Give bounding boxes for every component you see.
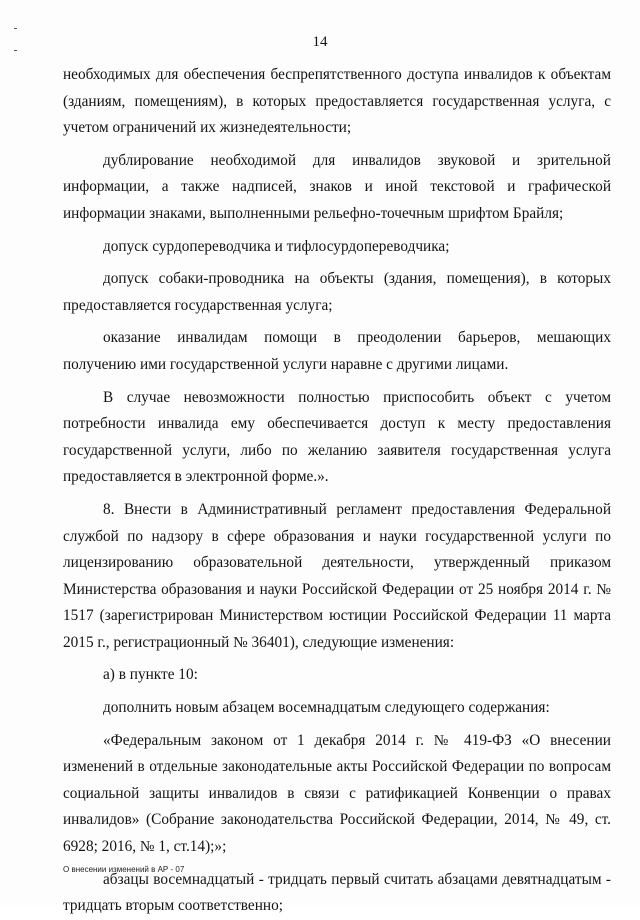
- footer-note: О внесении изменений в АР - 07: [63, 865, 185, 874]
- paragraph: допуск сурдопереводчика и тифлосурдопереводчика;: [103, 237, 450, 255]
- paragraph: а) в пункте 10:: [103, 666, 198, 684]
- page-number: 14: [312, 34, 328, 50]
- paragraph: абзацы восемнадцатый - тридцать первый считать абзацами девятнадцатым - тридцать вторым соответственно;: [63, 870, 611, 915]
- paragraph: дополнить новым абзацем восемнадцатым следующего содержания:: [103, 699, 550, 717]
- paragraph: оказание инвалидам помощи в преодолении барьеров, мешающих получению ими государственной услуги наравне с другими лицами.: [63, 329, 611, 373]
- paragraph: допуск собаки-проводника на объекты (здания, помещения), в которых предоставляется государственная услуга;: [63, 270, 611, 314]
- document-body: [63, 62, 611, 920]
- paragraph: дублирование необходимой для инвалидов звуковой и зрительной информации, а также надписей, знаков и иной текстовой и графической информации знаками, выполненными рельефно-точечным шрифтом Брайля;: [63, 151, 611, 222]
- paragraph: «Федеральным законом от 1 декабря 2014 г. № 419-ФЗ «О внесении изменений в отдельные законодательные акты Российской Федерации по вопросам социальной защиты инвалидов в связи с ратификацией Конвенции о правах инвалидов» (Собрание законодательства Российской Федерации, 2014, № 49, ст. 6928; 2016, № 1, ст.14);»;: [63, 731, 611, 856]
- paragraph: В случае невозможности полностью приспособить объект с учетом потребности инвалида ему обеспечивается доступ к месту предоставления государственной услуги, либо по желанию заявителя государственная услуга предоставляется в электронной форме.».: [63, 388, 611, 486]
- scan-mark: [14, 28, 17, 29]
- paragraph: необходимых для обеспечения беспрепятственного доступа инвалидов к объектам (зданиям, помещениям), в которых предоставляется государственная услуга, с учетом ограничений их жизнедеятельности;: [63, 66, 611, 137]
- paragraph: 8. Внести в Административный регламент предоставления Федеральной службой по надзору в сфере образования и науки государственной услуги по лицензированию образовательной деятельности, утвержденный приказом Министерства образования и науки Российской Федерации от 25 ноября 2014 г. № 1517 (зарегистрирован Министерством юстиции Российской Федерации 11 марта 2015 г., регистрационный № 36401), следующие изменения:: [63, 500, 611, 651]
